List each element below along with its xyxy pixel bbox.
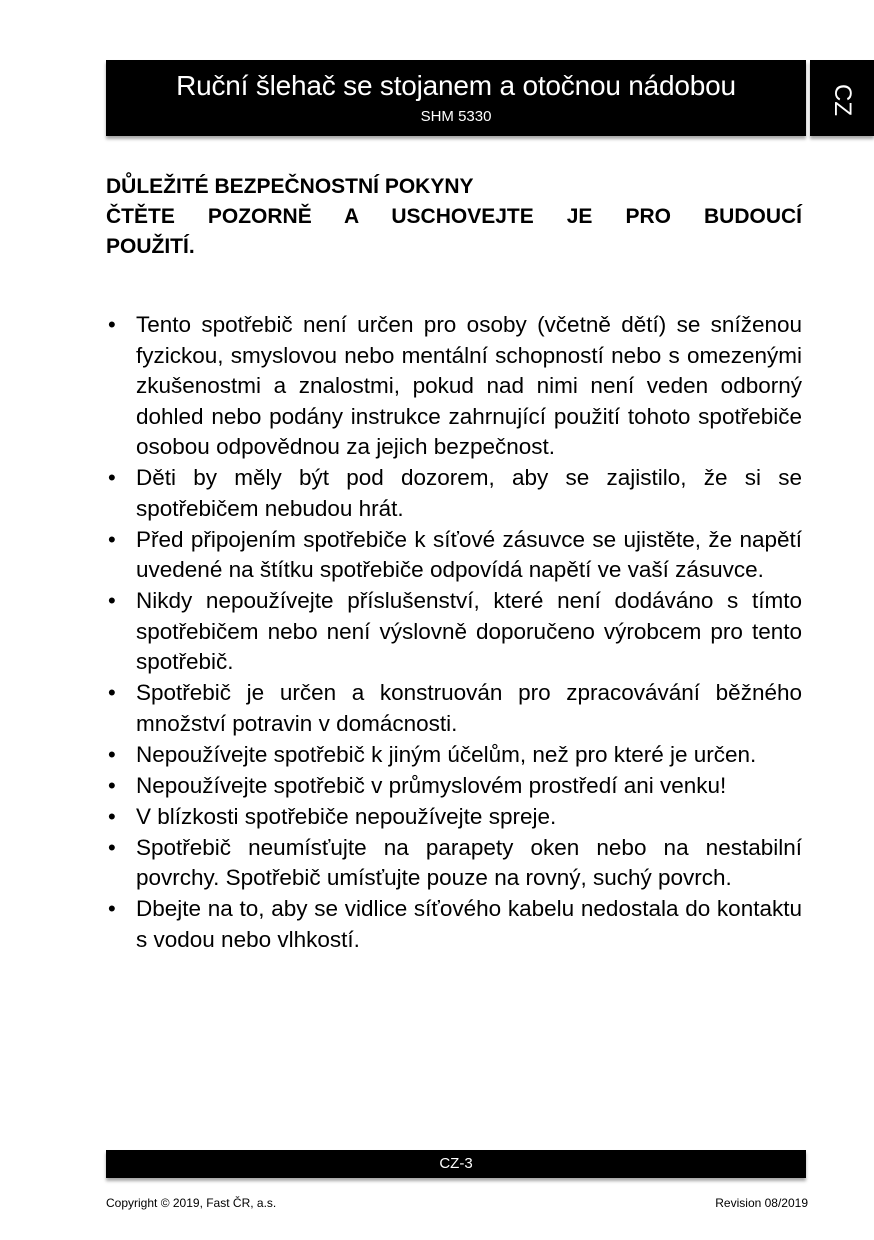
bullet-icon: •	[108, 772, 116, 798]
list-item	[106, 586, 802, 678]
model-number: SHM 5330	[420, 108, 492, 125]
list-item	[106, 678, 802, 739]
heading-line-1: DŮLEŽITÉ BEZPEČNOSTNÍ POKYNY	[106, 175, 474, 198]
list-item-text: Nepoužívejte spotřebič v průmyslovém prostředí ani venku!	[136, 772, 727, 798]
bullet-icon: •	[108, 526, 116, 552]
copyright-notice: Copyright © 2019, Fast ČR, a.s.	[106, 1196, 277, 1210]
page-number: CZ-3	[439, 1155, 473, 1172]
language-tab-label: CZ	[829, 84, 856, 116]
safety-heading	[106, 172, 802, 262]
list-item	[106, 740, 802, 771]
heading-line-3: POUŽITÍ.	[106, 235, 195, 258]
document-title: Ruční šlehač se stojanem a otočnou nádobou	[176, 70, 736, 101]
list-item-text: V blízkosti spotřebiče nepoužívejte spreje.	[136, 803, 557, 829]
page-number-bar	[106, 1150, 806, 1178]
list-item	[106, 771, 802, 802]
list-item-text: Dbejte na to, aby se vidlice síťového kabelu nedostala do kontaktu s vodou nebo vlhkostí.	[136, 896, 802, 952]
page-content	[106, 172, 802, 956]
heading-line-2: ČTĚTE POZORNĚ A USCHOVEJTE JE PRO BUDOUCÍ	[106, 205, 802, 228]
safety-instructions-list	[106, 310, 802, 955]
list-item-text: Spotřebič je určen a konstruován pro zpracovávání běžného množství potravin v domácnosti.	[136, 680, 802, 736]
list-item	[106, 833, 802, 894]
list-item-text: Před připojením spotřebiče k síťové zásuvce se ujistěte, že napětí uvedené na štítku spotřebiče odpovídá napětí ve vaší zásuvce.	[136, 526, 802, 582]
language-tab	[810, 60, 874, 136]
bullet-icon: •	[108, 834, 116, 860]
revision-label: Revision 08/2019	[715, 1196, 808, 1210]
list-item-text: Nepoužívejte spotřebič k jiným účelům, než pro které je určen.	[136, 741, 757, 767]
list-item	[106, 894, 802, 955]
bullet-icon: •	[108, 741, 116, 767]
header-bar	[106, 60, 806, 136]
list-item-text: Nikdy nepoužívejte příslušenství, které není dodáváno s tímto spotřebičem nebo není výslovně doporučeno výrobcem pro tento spotřebič.	[136, 588, 802, 674]
bullet-icon: •	[108, 465, 116, 490]
bullet-icon: •	[108, 588, 116, 613]
list-item	[106, 525, 802, 586]
list-item	[106, 463, 802, 524]
list-item-text: Tento spotřebič není určen pro osoby (včetně dětí) se sníženou fyzickou, smyslovou nebo mentální schopností nebo s omezenými zkušenostmi a znalostmi, pokud nad nimi není veden odborný dohled nebo podány instrukce zahrnující použití tohoto spotřebiče osobou odpovědnou za jejich bezpečnost.	[136, 312, 802, 459]
list-item	[106, 310, 802, 463]
list-item-text: Děti by měly být pod dozorem, aby se zajistilo, že si se spotřebičem nebudou hrát.	[136, 465, 802, 521]
bullet-icon: •	[108, 803, 116, 829]
list-item	[106, 802, 802, 833]
bullet-icon: •	[108, 680, 116, 705]
list-item-text: Spotřebič neumísťujte na parapety oken nebo na nestabilní povrchy. Spotřebič umísťujte pouze na rovný, suchý povrch.	[136, 834, 802, 890]
bullet-icon: •	[108, 896, 116, 921]
bullet-icon: •	[108, 312, 116, 337]
